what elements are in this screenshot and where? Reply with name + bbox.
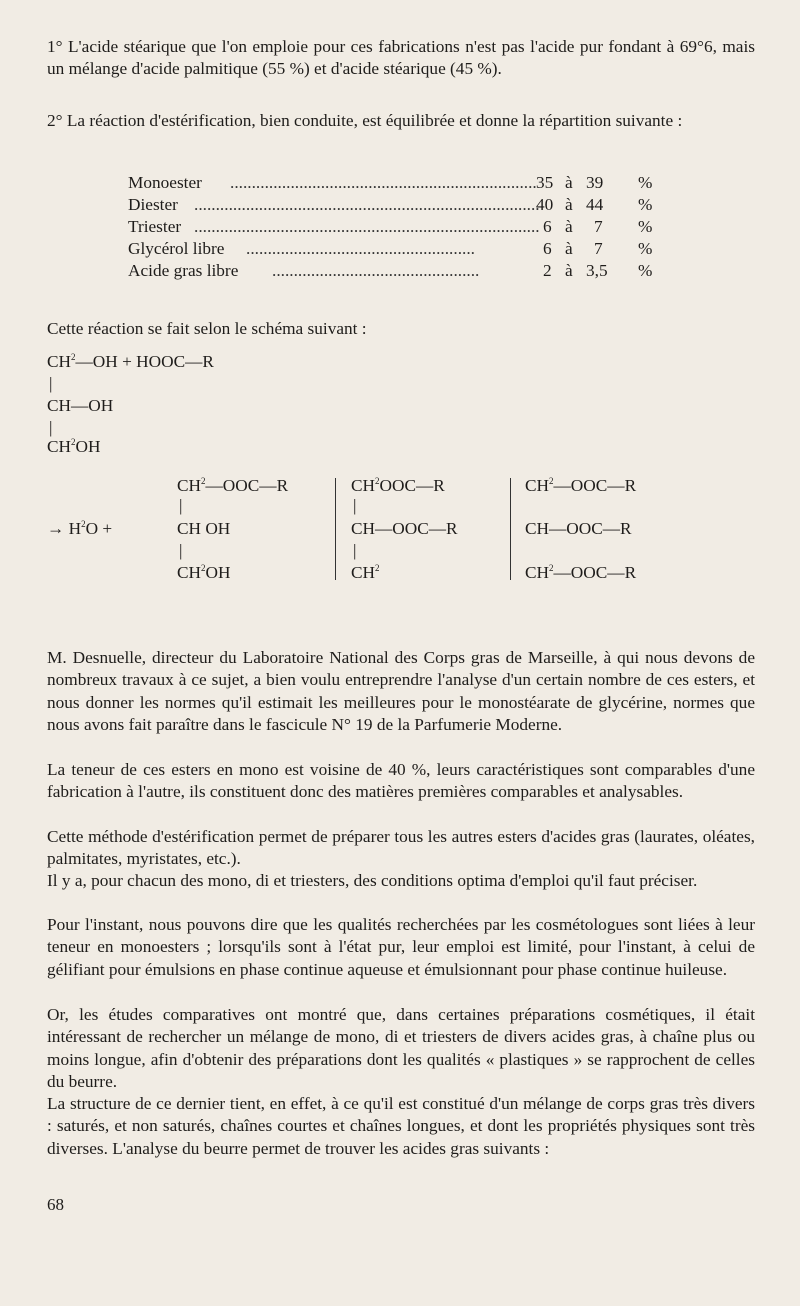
bond-line: | bbox=[49, 418, 53, 437]
glycerol-line-2: CH—OH bbox=[47, 396, 114, 415]
glycerol-line-1: $CH^2—OH$ + HOOC—R bbox=[47, 352, 214, 371]
table-row: Diester ................................................................................ 40 à 44 % bbox=[128, 195, 653, 214]
column-divider bbox=[335, 478, 336, 580]
leader-dots: ..................................................... bbox=[246, 239, 475, 258]
table-row: Monoester ....................................................................... 35 à 39 % bbox=[128, 173, 653, 192]
paragraph-ester-content: La teneur de ces esters en mono est voisine de 40 %, leurs caractéristiques sont comparables d'une fabrication à l'autre, ils constituent donc des matières premières comparables et analysables. bbox=[47, 760, 755, 802]
paragraph-conditions: Il y a, pour chacun des mono, di et triesters, des conditions optima d'emploi qu'il faut préciser. bbox=[47, 871, 698, 890]
triester-line-2: CH—OOC—R bbox=[525, 519, 632, 538]
glycerol-line-3: $CH^2OH$ bbox=[47, 437, 101, 456]
paragraph-qualities: Pour l'instant, nous pouvons dire que les qualités recherchées par les cosmétologues sont liées à leur teneur en monoesters ; lorsqu'ils sont à l'état pur, leur emploi est limité, pour l'instant, à celui de gélifiant pour émulsions en phase continue aqueuse et émulsionnant pour phase continue huileuse. bbox=[47, 915, 755, 979]
paragraph-method: Cette méthode d'estérification permet de préparer tous les autres esters d'acides gras (laurates, oléates, palmitates, myristates, etc.). bbox=[47, 827, 755, 869]
water-product: → $H^2O$ + bbox=[47, 519, 113, 538]
bond-line: | bbox=[353, 496, 357, 515]
bond-line: | bbox=[49, 374, 53, 393]
leader-dots: ....................................................................... bbox=[230, 173, 537, 192]
bond-line: | bbox=[179, 496, 183, 515]
schema-intro: Cette réaction se fait selon le schéma suivant : bbox=[47, 319, 367, 338]
column-divider bbox=[510, 478, 511, 580]
bond-line: | bbox=[179, 541, 183, 560]
triester-line-3: $CH^2—OOC—R$ bbox=[525, 563, 637, 582]
paragraph-esterification: 2° La réaction d'estérification, bien conduite, est équilibrée et donne la répartition suivante : bbox=[47, 111, 683, 130]
page-number: 68 bbox=[47, 1195, 64, 1214]
paragraph-stearic-acid: 1° L'acide stéarique que l'on emploie pour ces fabrications n'est pas l'acide pur fondant à 69°6, mais un mélange d'acide palmitique (55 %) et d'acide stéarique (45 %). bbox=[47, 37, 755, 79]
triester-line-1: $CH^2—OOC—R$ bbox=[525, 476, 637, 495]
paragraph-comparative: Or, les études comparatives ont montré que, dans certaines préparations cosmétiques, il était intéressant de rechercher un mélange de mono, di et triesters de divers acides gras, à chaîne plus ou moins longue, afin d'obtenir des préparations dont les qualités « plastiques » se rapprochent de celles du beurre. bbox=[47, 1005, 755, 1092]
paragraph-desnuelle: M. Desnuelle, directeur du Laboratoire National des Corps gras de Marseille, à qui nous devons de nombreux travaux à ce sujet, a bien voulu entreprendre l'analyse d'un certain nombre de ces esters, et nous donner les normes qu'il estimait les meilleures pour le monostéarate de glycérine, normes que nous avons fait paraître dans le fascicule N° 19 de la Parfumerie Moderne. bbox=[47, 648, 755, 735]
table-row: Acide gras libre ................................................ 2 à 3,5 % bbox=[128, 261, 653, 280]
diester-line-2: CH—OOC—R bbox=[351, 519, 458, 538]
monoester-line-2: CH OH bbox=[177, 519, 231, 538]
diester-line-1: $CH^2OOC—R$ bbox=[351, 476, 445, 495]
paragraph-butter: La structure de ce dernier tient, en effet, à ce qu'il est constitué d'un mélange de corps gras très divers : saturés, et non saturés, chaînes courtes et chaînes longues, et dont les propriétés physiques sont très diverses. L'analyse du beurre permet de trouver les acides gras suivants : bbox=[47, 1094, 755, 1158]
bond-line: | bbox=[353, 541, 357, 560]
diester-line-3: $CH^2$ bbox=[351, 563, 380, 582]
leader-dots: ................................................................................ bbox=[194, 195, 540, 214]
table-row: Glycérol libre ..................................................... 6 à 7 % bbox=[128, 239, 653, 258]
table-row: Triester ................................................................................ 6 à 7 % bbox=[128, 217, 653, 236]
monoester-line-1: $CH^2—OOC—R$ bbox=[177, 476, 289, 495]
leader-dots: ................................................................................ bbox=[194, 217, 540, 236]
monoester-line-3: $CH^2OH$ bbox=[177, 563, 231, 582]
leader-dots: ................................................ bbox=[272, 261, 480, 280]
